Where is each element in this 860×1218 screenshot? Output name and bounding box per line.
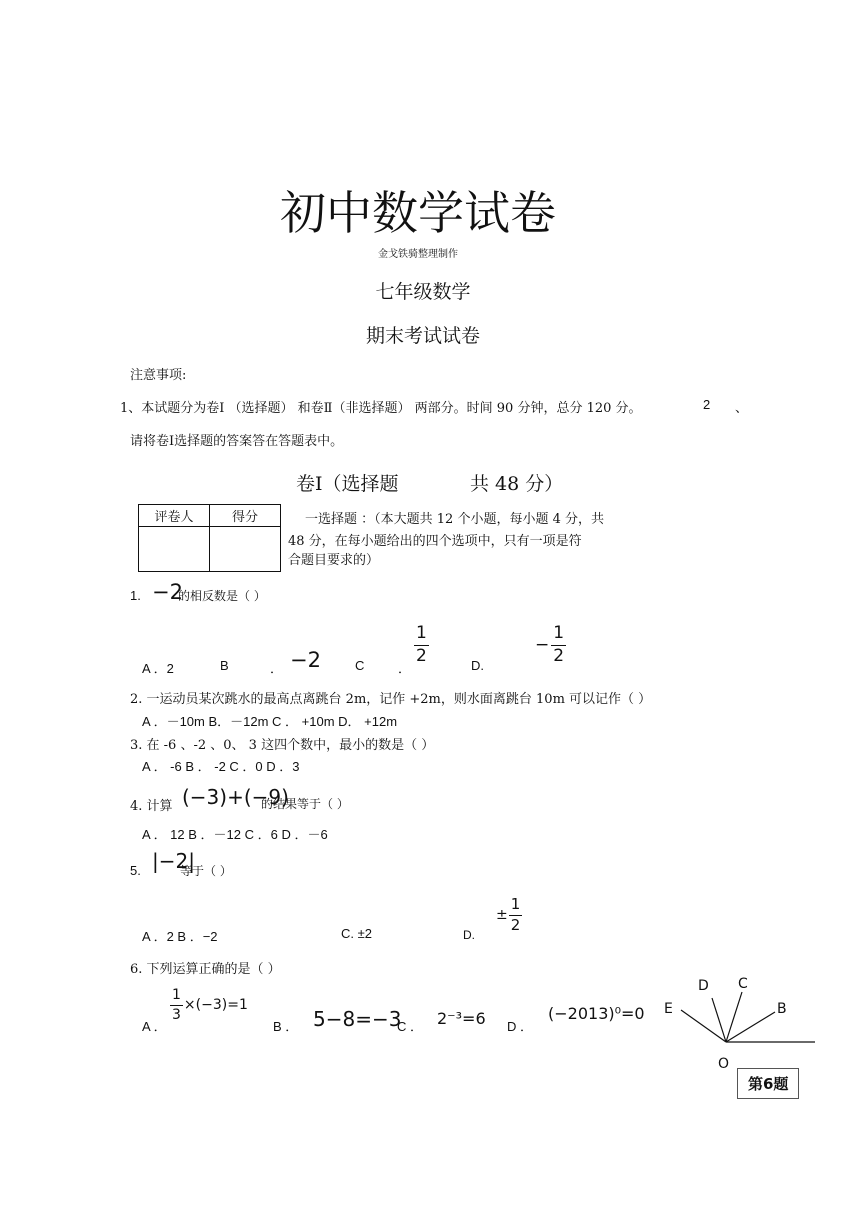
q1-option-b-label: B xyxy=(220,658,229,673)
exam-title: 期末考试试卷 xyxy=(365,325,480,347)
q5-option-d-numerator: 1 xyxy=(509,897,523,916)
grade-table-header-score: 得分 xyxy=(210,505,281,527)
grade-table-header-grader: 评卷人 xyxy=(139,505,210,527)
section-intro-1: 一选择题 ：（本大题共 12 个小题，每小题 4 分，共 xyxy=(305,512,604,527)
q1-option-d-sign: − xyxy=(535,635,550,656)
q6-figure xyxy=(655,968,825,1074)
section-title-2: 共 48 分） xyxy=(470,473,564,495)
q1-option-d-fraction xyxy=(551,625,566,666)
grade-table-cell-score[interactable] xyxy=(210,527,281,572)
q6-option-d-label: D ． xyxy=(507,1019,534,1034)
notes-line-1: 1、本试题分为卷Ⅰ （选择题） 和卷Ⅱ（非选择题） 两部分。时间 90 分钟，总分 120 分。 xyxy=(120,401,642,416)
q5-stem: 等于（ ） xyxy=(180,864,232,878)
q6-option-a-numerator: 1 xyxy=(170,988,183,1006)
q4-number: 4. 计算 xyxy=(130,799,173,814)
grade-table-cell-grader[interactable] xyxy=(139,527,210,572)
q5-option-d-denominator: 2 xyxy=(510,915,521,934)
q2-options: A ．－10m B．－12m C ． +10m D． +12m xyxy=(142,714,398,729)
q5-number: 5. xyxy=(130,863,141,878)
q6-option-a-expression xyxy=(170,988,248,1022)
maker-line: 金戈铁骑整理制作 xyxy=(378,249,458,260)
q6-stem: 6. 下列运算正确的是（ ） xyxy=(130,962,281,977)
point-label-d: D xyxy=(698,978,709,994)
notes-heading: 注意事项: xyxy=(130,368,187,383)
q1-option-d-label: D. xyxy=(471,658,484,673)
q6-option-b-expression: 5−8=−3 xyxy=(313,1007,402,1031)
q1-option-c-fraction xyxy=(414,625,429,666)
q6-option-c-expression: 2⁻³=6 xyxy=(437,1009,486,1028)
q6-option-d-expression: (−2013)⁰=0 xyxy=(548,1004,645,1023)
q1-option-d-value xyxy=(535,625,566,666)
page-title: 初中数学试卷 xyxy=(280,186,556,240)
q6-option-a-denominator: 3 xyxy=(172,1006,181,1023)
section-intro-2: 48 分，在每小题给出的四个选项中，只有一项是符 xyxy=(288,534,582,549)
q1-option-b-value: −2 xyxy=(290,648,321,672)
q6-option-a-rest: ×(−3)=1 xyxy=(183,997,248,1014)
point-label-e: E xyxy=(664,1001,673,1017)
q5-option-d-label: D. xyxy=(463,928,475,942)
section-title-1: 卷Ⅰ（选择题 xyxy=(296,473,399,495)
q4-options: A ． 12 B ．－12 C ．6 D ．－6 xyxy=(142,827,328,842)
q4-stem: 的结果等于（ ） xyxy=(261,797,349,811)
q1-option-c-dot: ． xyxy=(398,661,412,676)
ray-oc xyxy=(726,992,742,1042)
q6-option-b-label: B ． xyxy=(273,1019,299,1034)
q1-option-a: A ．2 xyxy=(142,661,174,676)
ray-ob xyxy=(726,1012,775,1042)
q5-option-d-fraction xyxy=(509,897,523,934)
q3-stem: 3. 在 -6 、-2 、0、 3 这四个数中，最小的数是（ ） xyxy=(130,738,435,753)
q2-stem: 2. 一运动员某次跳水的最高点离跳台 2m，记作 +2m，则水面离跳台 10m 可以记作（ ） xyxy=(130,692,652,707)
q1-number: 1. xyxy=(130,588,141,603)
grade-title: 七年级数学 xyxy=(375,281,471,303)
point-label-o: O xyxy=(718,1056,730,1072)
point-label-c: C xyxy=(738,976,748,992)
ray-od xyxy=(712,998,726,1042)
notes-line-2: 请将卷Ⅰ选择题的答案答在答题表中。 xyxy=(130,434,344,449)
q1-option-c-label: C xyxy=(355,658,365,673)
q1-option-d-numerator: 1 xyxy=(551,625,566,646)
q5-option-c: C. ±2 xyxy=(341,926,372,941)
q5-option-d-sign: ± xyxy=(496,907,508,924)
point-label-b: B xyxy=(777,1001,787,1017)
section-intro-3: 合题目要求的） xyxy=(288,553,380,568)
q1-option-d-denominator: 2 xyxy=(553,645,565,666)
q6-option-c-label: C ． xyxy=(397,1019,424,1034)
q5-option-ab: A ．2 B ．−2 xyxy=(142,929,218,944)
q1-stem: 的相反数是（ ） xyxy=(178,589,266,603)
grade-table xyxy=(138,504,281,572)
q5-option-d-value xyxy=(496,897,522,934)
q6-option-a-label: A ． xyxy=(142,1019,167,1034)
q1-option-c-denominator: 2 xyxy=(416,645,427,666)
figure-caption: 第6题 xyxy=(737,1068,799,1099)
q5-expression: |−2| xyxy=(152,849,195,873)
q1-option-c-numerator: 1 xyxy=(414,625,429,646)
q3-options: A ． -6 B ． -2 C ．0 D ．3 xyxy=(142,759,300,774)
q6-option-a-fraction xyxy=(170,988,183,1022)
notes-line-1-num: 2 xyxy=(703,397,711,412)
notes-line-1-mark: 、 xyxy=(735,401,749,416)
q1-option-b-dot: ． xyxy=(270,661,284,676)
ray-oe xyxy=(681,1010,726,1042)
q4-expression: (−3)+(−9) xyxy=(182,785,289,809)
q1-expression: −2 xyxy=(152,580,183,604)
